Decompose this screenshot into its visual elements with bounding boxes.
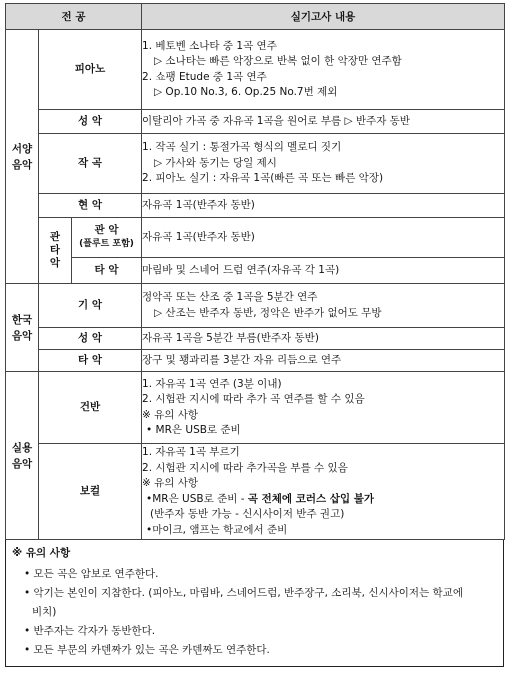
- content-western-percussion: 마림바 및 스네어 드럼 연주(자유곡 각 1곡): [142, 258, 505, 284]
- category-applied-line2: 음악: [11, 457, 33, 470]
- content-korean-vocal: 자유곡 1곡을 5분간 부름(반주자 동반): [142, 328, 505, 350]
- applied-vocal-line-3: ※ 유의 사항: [142, 477, 199, 489]
- composition-line-1: 1. 작곡 실기 : 통절가곡 형식의 멜로디 짓기: [142, 141, 342, 154]
- korean-instrumental-line-2: ▷ 산조는 반주자 동반, 정악은 반주가 없어도 무방: [154, 306, 382, 319]
- header-content: 실기고사 내용: [142, 4, 505, 30]
- applied-vocal-mic: •마이크, 앰프는 학교에서 준비: [146, 523, 288, 536]
- subject-winds-note: (플루트 포함): [79, 239, 134, 249]
- piano-line-1: 1. 베토벤 소나타 중 1곡 연주: [142, 39, 277, 52]
- row-western-vocal: [6, 110, 505, 134]
- subject-keyboard: 건반: [39, 372, 142, 444]
- keyboard-line-4: • MR은 USB로 준비: [146, 424, 241, 436]
- content-korean-percussion: 장구 및 꽹과리를 3분간 자유 리듬으로 연주: [142, 350, 505, 372]
- exam-document: [5, 3, 504, 667]
- content-winds: 자유곡 1곡(반주자 동반): [142, 218, 505, 258]
- row-korean-instrumental: [6, 284, 505, 328]
- applied-vocal-line-1: 1. 자유곡 1곡 부르기: [142, 446, 240, 458]
- row-western-percussion: [6, 258, 505, 284]
- applied-vocal-line-2: 2. 시험관 지시에 따라 추가곡을 부를 수 있음: [142, 461, 348, 474]
- row-composition: [6, 134, 505, 194]
- note-item-1: • 모든 곡은 암보로 연주한다.: [24, 568, 159, 580]
- category-western: [6, 30, 39, 284]
- subject-korean-vocal: 성 악: [39, 328, 142, 350]
- category-applied-line1: 실용: [11, 441, 33, 454]
- content-composition: [142, 134, 505, 194]
- piano-line-2: ▷ 소나타는 빠른 악장으로 반복 없이 한 악장만 연주함: [154, 55, 402, 67]
- subject-korean-percussion: 타 악: [39, 350, 142, 372]
- row-korean-percussion: [6, 350, 505, 372]
- subject-piano: 피아노: [39, 30, 142, 110]
- header-row: [6, 4, 505, 30]
- row-korean-vocal: [6, 328, 505, 350]
- keyboard-line-3: ※ 유의 사항: [142, 408, 199, 421]
- subgroup-line1: 관: [49, 231, 61, 243]
- composition-line-3: 2. 피아노 실기 : 자유곡 1곡(빠른 곡 또는 빠른 악장): [142, 172, 384, 185]
- category-korean-line1: 한국: [11, 313, 33, 326]
- exam-table: [5, 3, 505, 540]
- subject-winds: [72, 218, 142, 258]
- mr-prefix: •MR은 USB로 준비 -: [146, 492, 248, 505]
- subject-composition: 작 곡: [39, 134, 142, 194]
- subject-korean-instrumental: 기 악: [39, 284, 142, 328]
- content-applied-vocal: [142, 444, 505, 540]
- subgroup-line3: 악: [49, 257, 61, 269]
- subject-western-vocal: 성 악: [39, 110, 142, 134]
- notes-title: ※ 유의 사항: [12, 547, 71, 559]
- note-item-2-cont: 비치): [32, 606, 57, 618]
- subject-winds-label: 관 악: [94, 224, 119, 236]
- category-korean: [6, 284, 39, 372]
- applied-vocal-mr-cont: (반주자 동반 가능 - 신시사이저 반주 권고): [150, 508, 345, 520]
- piano-line-4: ▷ Op.10 No.3, 6. Op.25 No.7번 제외: [154, 86, 338, 98]
- keyboard-line-2: 2. 시험관 지시에 따라 추가 곡 연주를 할 수 있음: [142, 393, 365, 405]
- subject-applied-vocal: 보컬: [39, 444, 142, 540]
- header-major: 전 공: [6, 4, 142, 30]
- composition-line-2: ▷ 가사와 동기는 당일 제시: [154, 156, 277, 169]
- content-keyboard: [142, 372, 505, 444]
- category-western-line2: 음악: [11, 158, 33, 171]
- piano-line-3: 2. 쇼팽 Etude 중 1곡 연주: [142, 70, 267, 83]
- category-western-line1: 서양: [11, 142, 33, 155]
- row-winds: [6, 218, 505, 258]
- category-applied: [6, 372, 39, 540]
- row-strings: [6, 194, 505, 218]
- row-piano: [6, 30, 505, 110]
- subgroup-line2: 타: [49, 244, 61, 256]
- mr-warning: 곡 전체에 코러스 삽입 불가: [247, 492, 375, 505]
- applied-vocal-mr-line: [142, 492, 504, 508]
- subject-strings: 현 악: [39, 194, 142, 218]
- korean-instrumental-line-1: 정악곡 또는 산조 중 1곡을 5분간 연주: [142, 291, 318, 303]
- subject-western-percussion: 타 악: [72, 258, 142, 284]
- note-item-4: • 모든 부문의 카덴짜가 있는 곡은 카덴짜도 연주한다.: [24, 644, 270, 656]
- row-applied-vocal: [6, 444, 505, 540]
- notes-box: [5, 540, 504, 667]
- subgroup-wind-percussion: [39, 218, 72, 284]
- content-western-vocal: 이탈리아 가곡 중 자유곡 1곡을 원어로 부름 ▷ 반주자 동반: [142, 110, 505, 134]
- category-korean-line2: 음악: [11, 329, 33, 342]
- content-korean-instrumental: [142, 284, 505, 328]
- content-piano: [142, 30, 505, 110]
- note-item-2: • 악기는 본인이 지참한다. (피아노, 마림바, 스네어드럼, 반주장구, 소리북, 신시사이저는 학교에: [24, 587, 463, 599]
- keyboard-line-1: 1. 자유곡 1곡 연주 (3분 이내): [142, 377, 282, 390]
- note-item-3: • 반주자는 각자가 동반한다.: [24, 625, 156, 637]
- content-strings: 자유곡 1곡(반주자 동반): [142, 194, 505, 218]
- row-keyboard: [6, 372, 505, 444]
